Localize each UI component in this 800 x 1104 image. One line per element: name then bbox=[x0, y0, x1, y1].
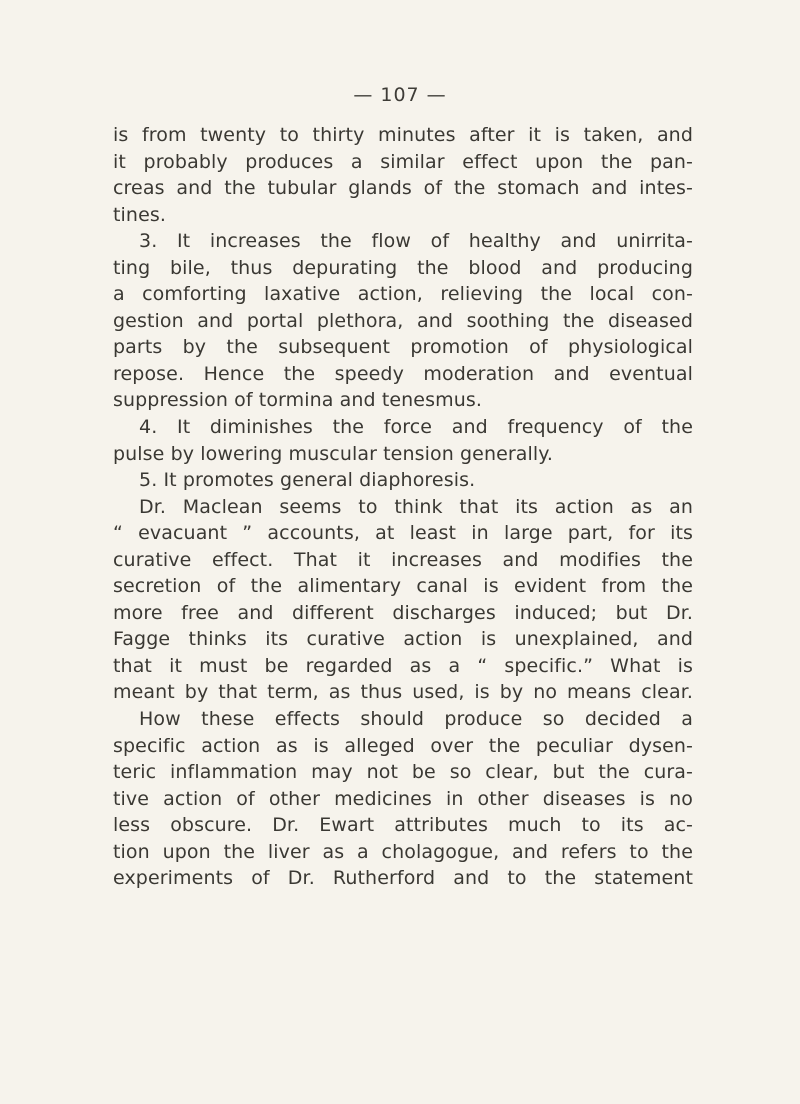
text-line: gestion and portal plethora, and soothing the diseased bbox=[113, 309, 693, 332]
text-line: that it must be regarded as a “ specific.” What is bbox=[113, 654, 693, 677]
text-line: parts by the subsequent promotion of physiological bbox=[113, 336, 693, 359]
text-line: experiments of Dr. Rutherford and to the statement bbox=[113, 867, 693, 890]
text-line: tines. bbox=[113, 203, 166, 226]
text-line: teric inflammation may not be so clear, but the cura- bbox=[113, 761, 693, 784]
text-line: meant by that term, as thus used, is by no means clear. bbox=[113, 681, 693, 704]
text-line: tive action of other medicines in other diseases is no bbox=[113, 787, 693, 810]
text-line: pulse by lowering muscular tension generally. bbox=[113, 442, 554, 465]
text-line: tion upon the liver as a cholagogue, and refers to the bbox=[113, 840, 693, 863]
text-line: it probably produces a similar effect upon the pan- bbox=[113, 150, 693, 173]
text-line: specific action as is alleged over the peculiar dysen- bbox=[113, 734, 693, 757]
text-line: less obscure. Dr. Ewart attributes much to its ac- bbox=[113, 814, 693, 837]
text-line: is from twenty to thirty minutes after it is taken, and bbox=[113, 124, 693, 146]
text-line: suppression of tormina and tenesmus. bbox=[113, 389, 482, 412]
text-line: How these effects should produce so decided a bbox=[139, 708, 693, 731]
text-line: “ evacuant ” accounts, at least in large part, for its bbox=[113, 522, 693, 545]
page-number: — 107 — bbox=[353, 84, 447, 106]
body-text bbox=[113, 122, 693, 892]
text-line: creas and the tubular glands of the stomach and intes- bbox=[113, 177, 693, 200]
text-line: 4. It diminishes the force and frequency of the bbox=[139, 416, 693, 439]
text-line: a comforting laxative action, relieving the local con- bbox=[113, 283, 693, 306]
text-line: ting bile, thus depurating the blood and producing bbox=[113, 256, 693, 279]
text-line: Dr. Maclean seems to think that its action as an bbox=[139, 495, 693, 518]
text-line: repose. Hence the speedy moderation and eventual bbox=[113, 362, 693, 385]
text-line: secretion of the alimentary canal is evident from the bbox=[113, 575, 693, 598]
text-line: 5. It promotes general diaphoresis. bbox=[139, 469, 476, 492]
text-line: curative effect. That it increases and modifies the bbox=[113, 548, 693, 571]
text-line: 3. It increases the flow of healthy and unirrita- bbox=[139, 230, 693, 253]
text-line: Fagge thinks its curative action is unexplained, and bbox=[113, 628, 693, 651]
text-line: more free and different discharges induced; but Dr. bbox=[113, 601, 693, 624]
